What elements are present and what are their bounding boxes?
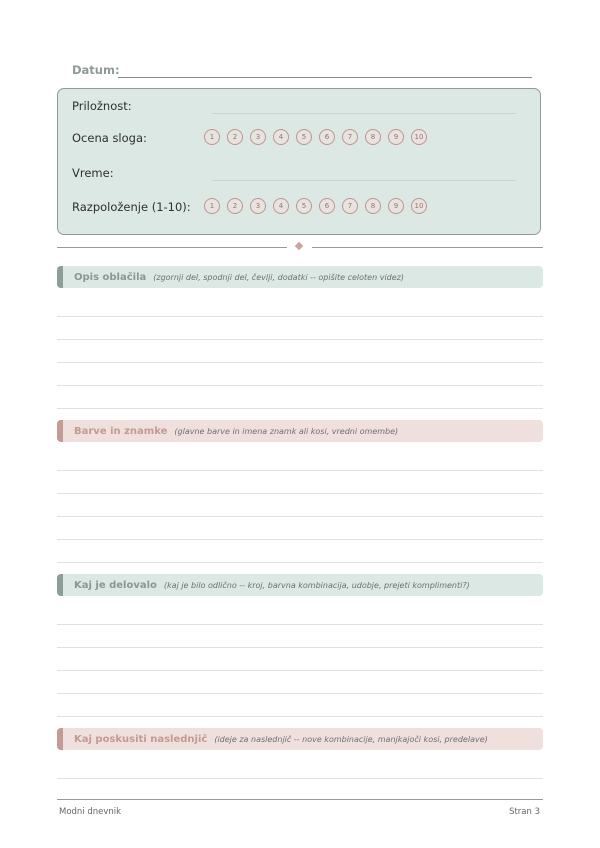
mood-rating-scale	[204, 198, 434, 216]
footer-divider	[57, 799, 543, 800]
style-rating-option[interactable]: 4	[273, 129, 289, 145]
mood-rating-option[interactable]: 7	[342, 198, 358, 214]
mood-rating-option[interactable]: 9	[388, 198, 404, 214]
writing-line[interactable]	[57, 756, 543, 779]
writing-line[interactable]	[57, 340, 543, 363]
writing-line[interactable]	[57, 625, 543, 648]
divider-line-left	[57, 247, 287, 248]
mood-rating-option[interactable]: 8	[365, 198, 381, 214]
section-hint: (kaj je bilo odlično -- kroj, barvna kombinacija, udobje, prejeti komplimenti?)	[163, 580, 470, 590]
section-outfit-description	[57, 266, 543, 409]
style-rating-option[interactable]: 3	[250, 129, 266, 145]
writing-line[interactable]	[57, 448, 543, 471]
footer-journal-name: Modni dnevnik	[59, 807, 122, 817]
style-rating-option[interactable]: 7	[342, 129, 358, 145]
ornament-divider	[57, 242, 543, 252]
writing-line[interactable]	[57, 363, 543, 386]
writing-line[interactable]	[57, 386, 543, 409]
section-header	[57, 574, 543, 596]
section-hint: (zgornji del, spodnji del, čevlji, dodatki -- opišite celoten videz)	[153, 272, 404, 282]
mood-rating-row	[72, 198, 526, 218]
diamond-icon	[295, 242, 303, 250]
section-hint: (glavne barve in imena znamk ali kosi, vredni omembe)	[174, 426, 399, 436]
mood-rating-option[interactable]: 6	[319, 198, 335, 214]
section-accent-bar	[57, 728, 63, 750]
section-header	[57, 420, 543, 442]
writing-lines	[57, 756, 543, 779]
date-field	[72, 63, 532, 79]
section-title: Kaj je delovalo	[74, 579, 157, 591]
section-title: Opis oblačila	[74, 271, 147, 283]
style-rating-label: Ocena sloga:	[72, 131, 147, 145]
style-rating-option[interactable]: 2	[227, 129, 243, 145]
occasion-row	[72, 97, 526, 117]
section-accent-bar	[57, 574, 63, 596]
section-title: Kaj poskusiti naslednjič	[74, 733, 208, 745]
style-rating-scale	[204, 129, 434, 147]
section-accent-bar	[57, 266, 63, 288]
date-label: Datum:	[72, 63, 120, 77]
section-colors-brands	[57, 420, 543, 563]
section-hint: (ideje za naslednjič -- nove kombinacije, manjkajoči kosi, predelave)	[214, 734, 488, 744]
writing-line[interactable]	[57, 517, 543, 540]
footer-page-number: Stran 3	[509, 807, 540, 817]
weather-row	[72, 164, 526, 184]
style-rating-option[interactable]: 10	[411, 129, 427, 145]
weather-label: Vreme:	[72, 166, 114, 180]
occasion-input-line[interactable]	[212, 113, 516, 114]
divider-line-right	[312, 247, 543, 248]
mood-rating-option[interactable]: 10	[411, 198, 427, 214]
style-rating-row	[72, 129, 526, 149]
outfit-info-box	[57, 88, 541, 235]
mood-rating-label: Razpoloženje (1-10):	[72, 200, 191, 214]
style-rating-option[interactable]: 1	[204, 129, 220, 145]
mood-rating-option[interactable]: 1	[204, 198, 220, 214]
writing-line[interactable]	[57, 671, 543, 694]
mood-rating-option[interactable]: 4	[273, 198, 289, 214]
mood-rating-option[interactable]: 2	[227, 198, 243, 214]
writing-line[interactable]	[57, 694, 543, 717]
mood-rating-option[interactable]: 3	[250, 198, 266, 214]
section-what-worked	[57, 574, 543, 717]
section-accent-bar	[57, 420, 63, 442]
writing-lines	[57, 448, 543, 563]
style-rating-option[interactable]: 5	[296, 129, 312, 145]
writing-lines	[57, 294, 543, 409]
section-try-next	[57, 728, 543, 779]
writing-line[interactable]	[57, 494, 543, 517]
section-header	[57, 266, 543, 288]
writing-lines	[57, 602, 543, 717]
style-rating-option[interactable]: 8	[365, 129, 381, 145]
section-header	[57, 728, 543, 750]
writing-line[interactable]	[57, 294, 543, 317]
mood-rating-option[interactable]: 5	[296, 198, 312, 214]
writing-line[interactable]	[57, 602, 543, 625]
writing-line[interactable]	[57, 648, 543, 671]
occasion-label: Priložnost:	[72, 99, 132, 113]
section-title: Barve in znamke	[74, 425, 168, 437]
writing-line[interactable]	[57, 317, 543, 340]
style-rating-option[interactable]: 6	[319, 129, 335, 145]
style-rating-option[interactable]: 9	[388, 129, 404, 145]
writing-line[interactable]	[57, 471, 543, 494]
writing-line[interactable]	[57, 540, 543, 563]
date-input-line[interactable]	[118, 77, 532, 78]
weather-input-line[interactable]	[212, 180, 516, 181]
